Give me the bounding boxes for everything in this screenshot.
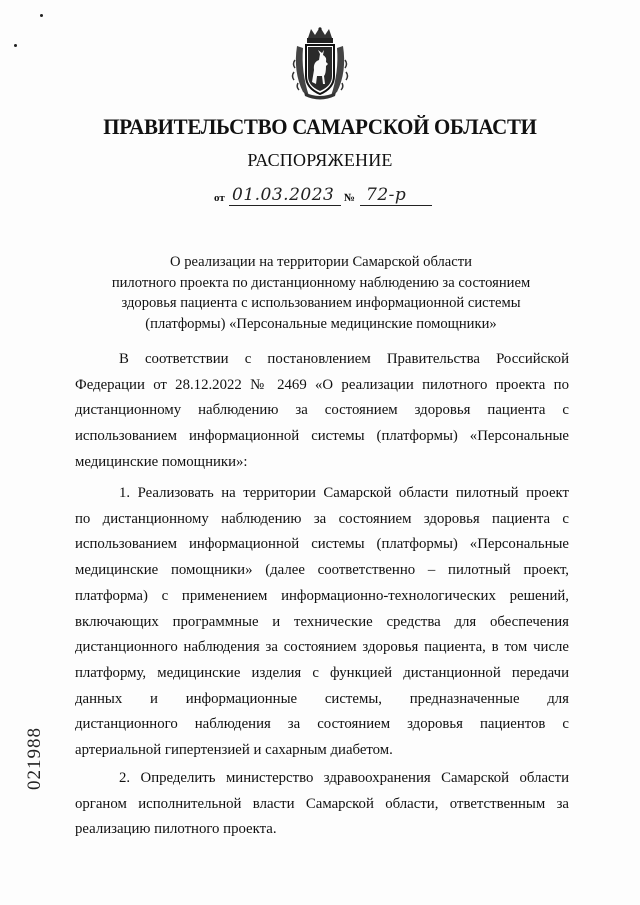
text-line: дистанционному наблюдению за состоянием здоровья пациента с <box>75 402 569 419</box>
document-subject <box>90 252 552 334</box>
text-line: медицинские помощники» (далее соответственно – пилотный проект, <box>75 562 569 579</box>
text-line: медицинские помощники»: <box>75 453 248 470</box>
date-prefix: от <box>214 192 225 204</box>
text-line: платформа) с применением информационно-технологических решений, <box>75 587 569 604</box>
text-line: по дистанционному наблюдению за состоянием здоровья пациента с <box>75 510 569 527</box>
organization-title: ПРАВИТЕЛЬСТВО САМАРСКОЙ ОБЛАСТИ <box>103 114 537 139</box>
number-underline <box>360 205 432 206</box>
item-2-paragraph <box>75 766 569 843</box>
text-line: использованием информационной системы (платформы) «Персональные <box>75 536 569 553</box>
text-line: использованием информационной системы (платформы) «Персональные <box>75 428 569 445</box>
text-line: 1. Реализовать на территории Самарской области пилотный проект <box>119 485 569 501</box>
text-line: 2. Определить министерство здравоохранения Самарской области <box>119 770 569 786</box>
subject-line: О реализации на территории Самарской области <box>170 254 472 270</box>
date-value: 01.03.2023 <box>232 185 335 205</box>
text-line: В соответствии с постановлением Правительства Российской <box>119 351 569 367</box>
text-line: Федерации от 28.12.2022 № 2469 «О реализации пилотного проекта по <box>75 376 569 393</box>
text-line: включающих программные и технические средства для обеспечения <box>75 613 569 630</box>
text-line: данных и информационные системы, предназначенные для <box>75 690 569 707</box>
text-line: артериальной гипертензией и сахарным диабетом. <box>75 742 393 759</box>
scan-speck <box>14 44 17 47</box>
item-1-paragraph <box>75 481 569 764</box>
preamble-paragraph <box>75 347 569 476</box>
subject-line: (платформы) «Персональные медицинские помощники» <box>145 315 497 332</box>
text-line: платформу, медицинские изделия с функцией дистанционной передачи <box>75 664 569 681</box>
date-underline <box>229 205 341 206</box>
text-line: дистанционного наблюдения за состоянием здоровья пациента, в том числе <box>75 639 569 656</box>
subject-line: здоровья пациента с использованием информационной системы <box>121 295 521 311</box>
text-line: реализацию пилотного проекта. <box>75 821 277 838</box>
number-value: 72-р <box>366 185 407 205</box>
text-line: органом исполнительной власти Самарской области, ответственным за <box>75 795 569 812</box>
number-prefix: № <box>344 192 356 204</box>
subject-line: пилотного проекта по дистанционному наблюдению за состоянием <box>111 274 531 291</box>
date-number-line <box>214 186 434 208</box>
document-type: РАСПОРЯЖЕНИЕ <box>247 150 393 170</box>
coat-of-arms-icon <box>289 26 351 100</box>
registration-number: 021988 <box>24 727 45 790</box>
scan-speck <box>40 14 43 17</box>
text-line: дистанционного наблюдения за состоянием здоровья пациентов с <box>75 716 569 733</box>
